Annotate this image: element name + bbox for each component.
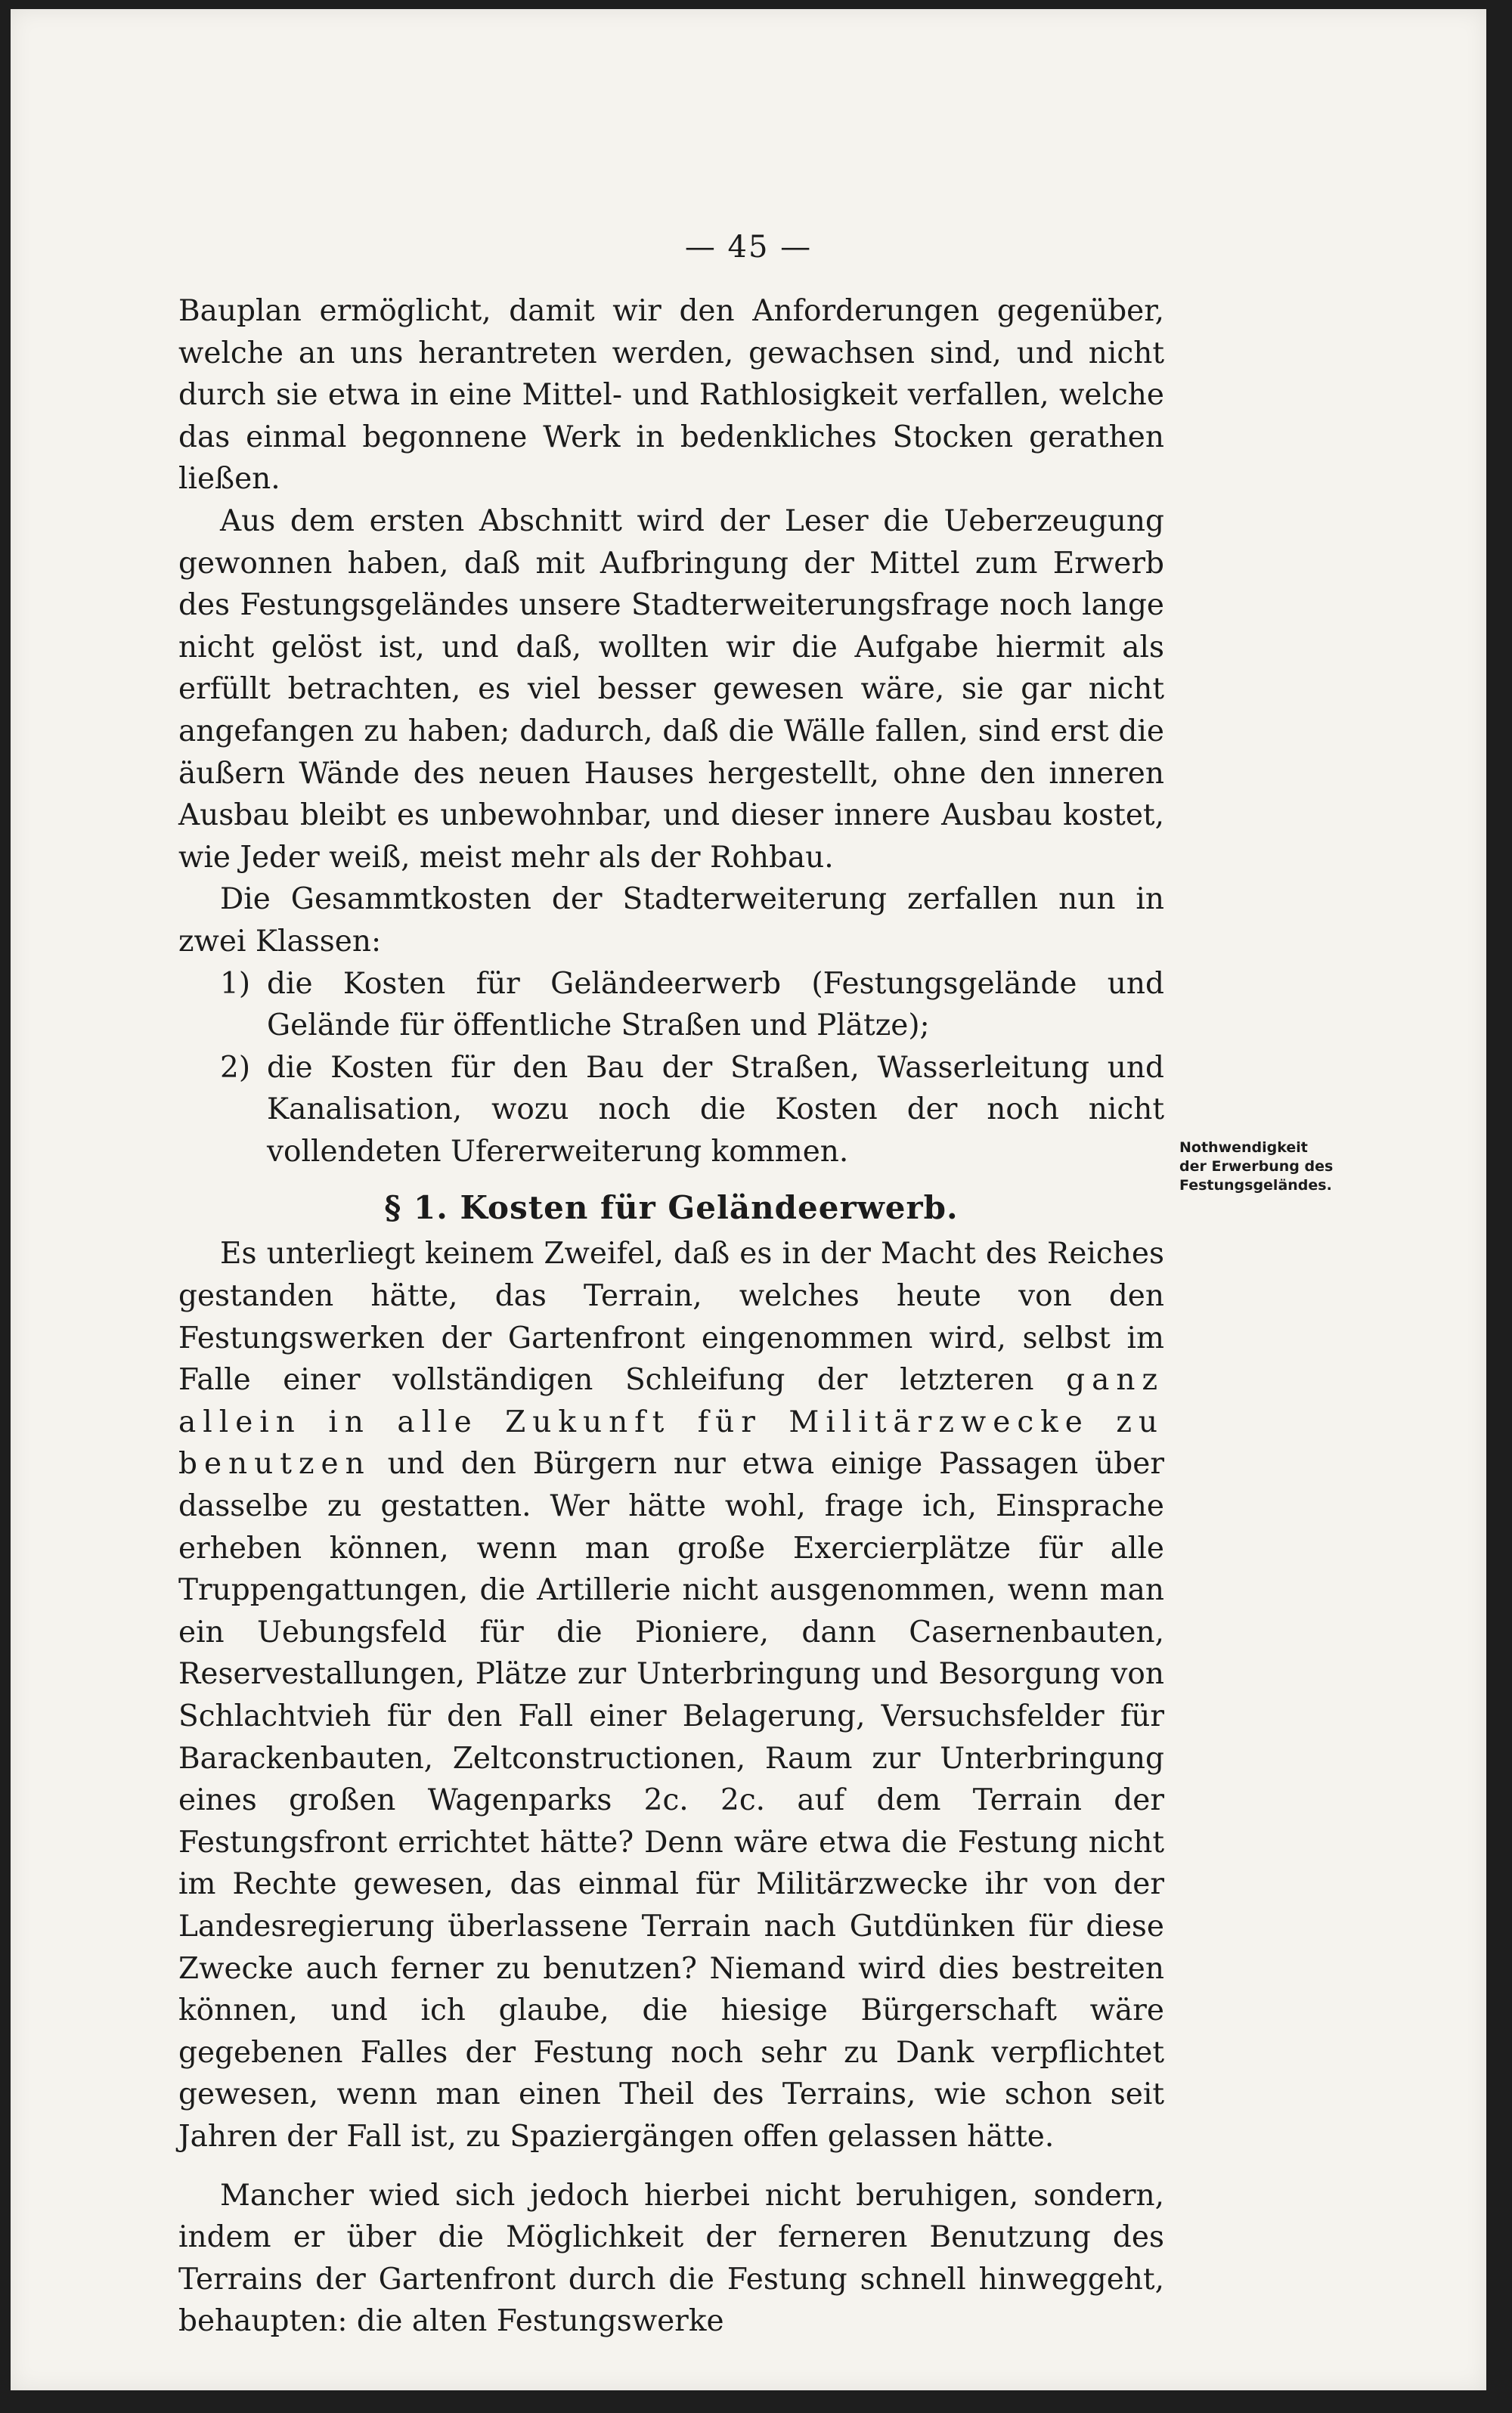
emphasis-text: ganz allein in alle Zukunft für Militärzwecke zu benutzen [178, 1363, 1164, 1482]
paragraph-2: Aus dem ersten Abschnitt wird der Leser die Ueberzeugung gewonnen haben, daß mit Aufbringung der Mittel zum Erwerb des Festungsgeländes unsere Stadterweiterungsfrage noch lange nicht gelöst ist, und daß, wollten wir die Aufgabe hiermit als erfüllt betrachten, es viel besser gewesen wäre, sie gar nicht angefangen zu haben; dadurch, daß die Wälle fallen, sind erst die äußern Wände des neuen Hauses hergestellt, ohne den inneren Ausbau bleibt es unbewohnbar, und dieser innere Ausbau kostet, wie Jeder weiß, meist mehr als der Rohbau. [178, 503, 1164, 875]
section-paragraph-rest: und den Bürgern nur etwa einige Passagen über dasselbe zu gestatten. Wer hätte wohl, frage ich, Einsprache erheben können, wenn man große Exercierplätze für alle Truppengattungen, die Artillerie nicht ausgenommen, wenn man ein Uebungsfeld für die Pioniere, dann Casernenbauten, Reservestallungen, Plätze zur Unterbringung und Besorgung von Schlachtvieh für den Fall einer Belagerung, Versuchsfelder für Barackenbauten, Zeltconstructionen, Raum zur Unterbringung eines großen Wagenparks 2c. 2c. auf dem Terrain der Festungsfront errichtet hätte? Denn wäre etwa die Festung nicht im Rechte gewesen, das einmal für Militärzwecke ihr von der Landesregierung überlassene Terrain nach Gutdünken für diese Zwecke auch ferner zu benutzen? Niemand wird dies bestreiten können, und ich glaube, die hiesige Bürgerschaft wäre gegebenen Falles der Festung noch sehr zu Dank verpflichtet gewesen, wenn man einen Theil des Terrains, wie schon seit Jahren der Fall ist, zu Spaziergängen offen gelassen hätte. [178, 1447, 1164, 2154]
list-marker: 2) [220, 1050, 251, 1085]
paragraph-1: Bauplan ermöglicht, damit wir den Anforderungen gegenüber, welche an uns herantreten werden, gewachsen sind, und nicht durch sie etwa in eine Mittel- und Rathlosigkeit verfallen, welche das einmal begonnene Werk in bedenkliches Stocken gerathen ließen. [178, 294, 1164, 497]
list-marker: 1) [220, 966, 251, 1001]
document-page [11, 9, 1486, 2390]
margin-note-line-1: Nothwendigkeit [1179, 1139, 1308, 1156]
list-item-1 [178, 963, 1164, 1047]
margin-note-line-2: der Erwerbung des [1179, 1158, 1334, 1175]
list-text: die Kosten für den Bau der Straßen, Wasserleitung und Kanalisation, wozu noch die Kosten der noch nicht vollendeten Ufererweiterung kommen. [267, 1050, 1164, 1169]
list-item-2 [178, 1047, 1164, 1173]
section-heading: § 1. Kosten für Geländeerwerb. [384, 1189, 959, 1227]
list-text: die Kosten für Geländeerwerb (Festungsgelände und Gelände für öffentliche Straßen und Plätze); [267, 966, 1164, 1043]
body-text [178, 290, 1164, 2343]
section-paragraph-start: Es unterliegt keinem Zweifel, daß es in der Macht des Reiches gestanden hätte, das Terrain, welches heute von den Festungswerken der Gartenfront eingenommen wird, selbst im Falle einer vollständigen Schleifung der letzteren [178, 1237, 1164, 1398]
section-paragraph [178, 1233, 1164, 2157]
page-number: — 45 — [684, 230, 813, 265]
paragraph-3: Die Gesammtkosten der Stadterweiterung zerfallen nun in zwei Klassen: [178, 882, 1164, 959]
margin-note-line-3: Festungsgeländes. [1179, 1177, 1332, 1194]
margin-note [1179, 1138, 1346, 1195]
last-paragraph: Mancher wied sich jedoch hierbei nicht beruhigen, sondern, indem er über die Möglichkeit der ferneren Benutzung des Terrains der Gartenfront durch die Festung schnell hinweggeht, behaupten: die alten Festungswerke [178, 2178, 1164, 2339]
